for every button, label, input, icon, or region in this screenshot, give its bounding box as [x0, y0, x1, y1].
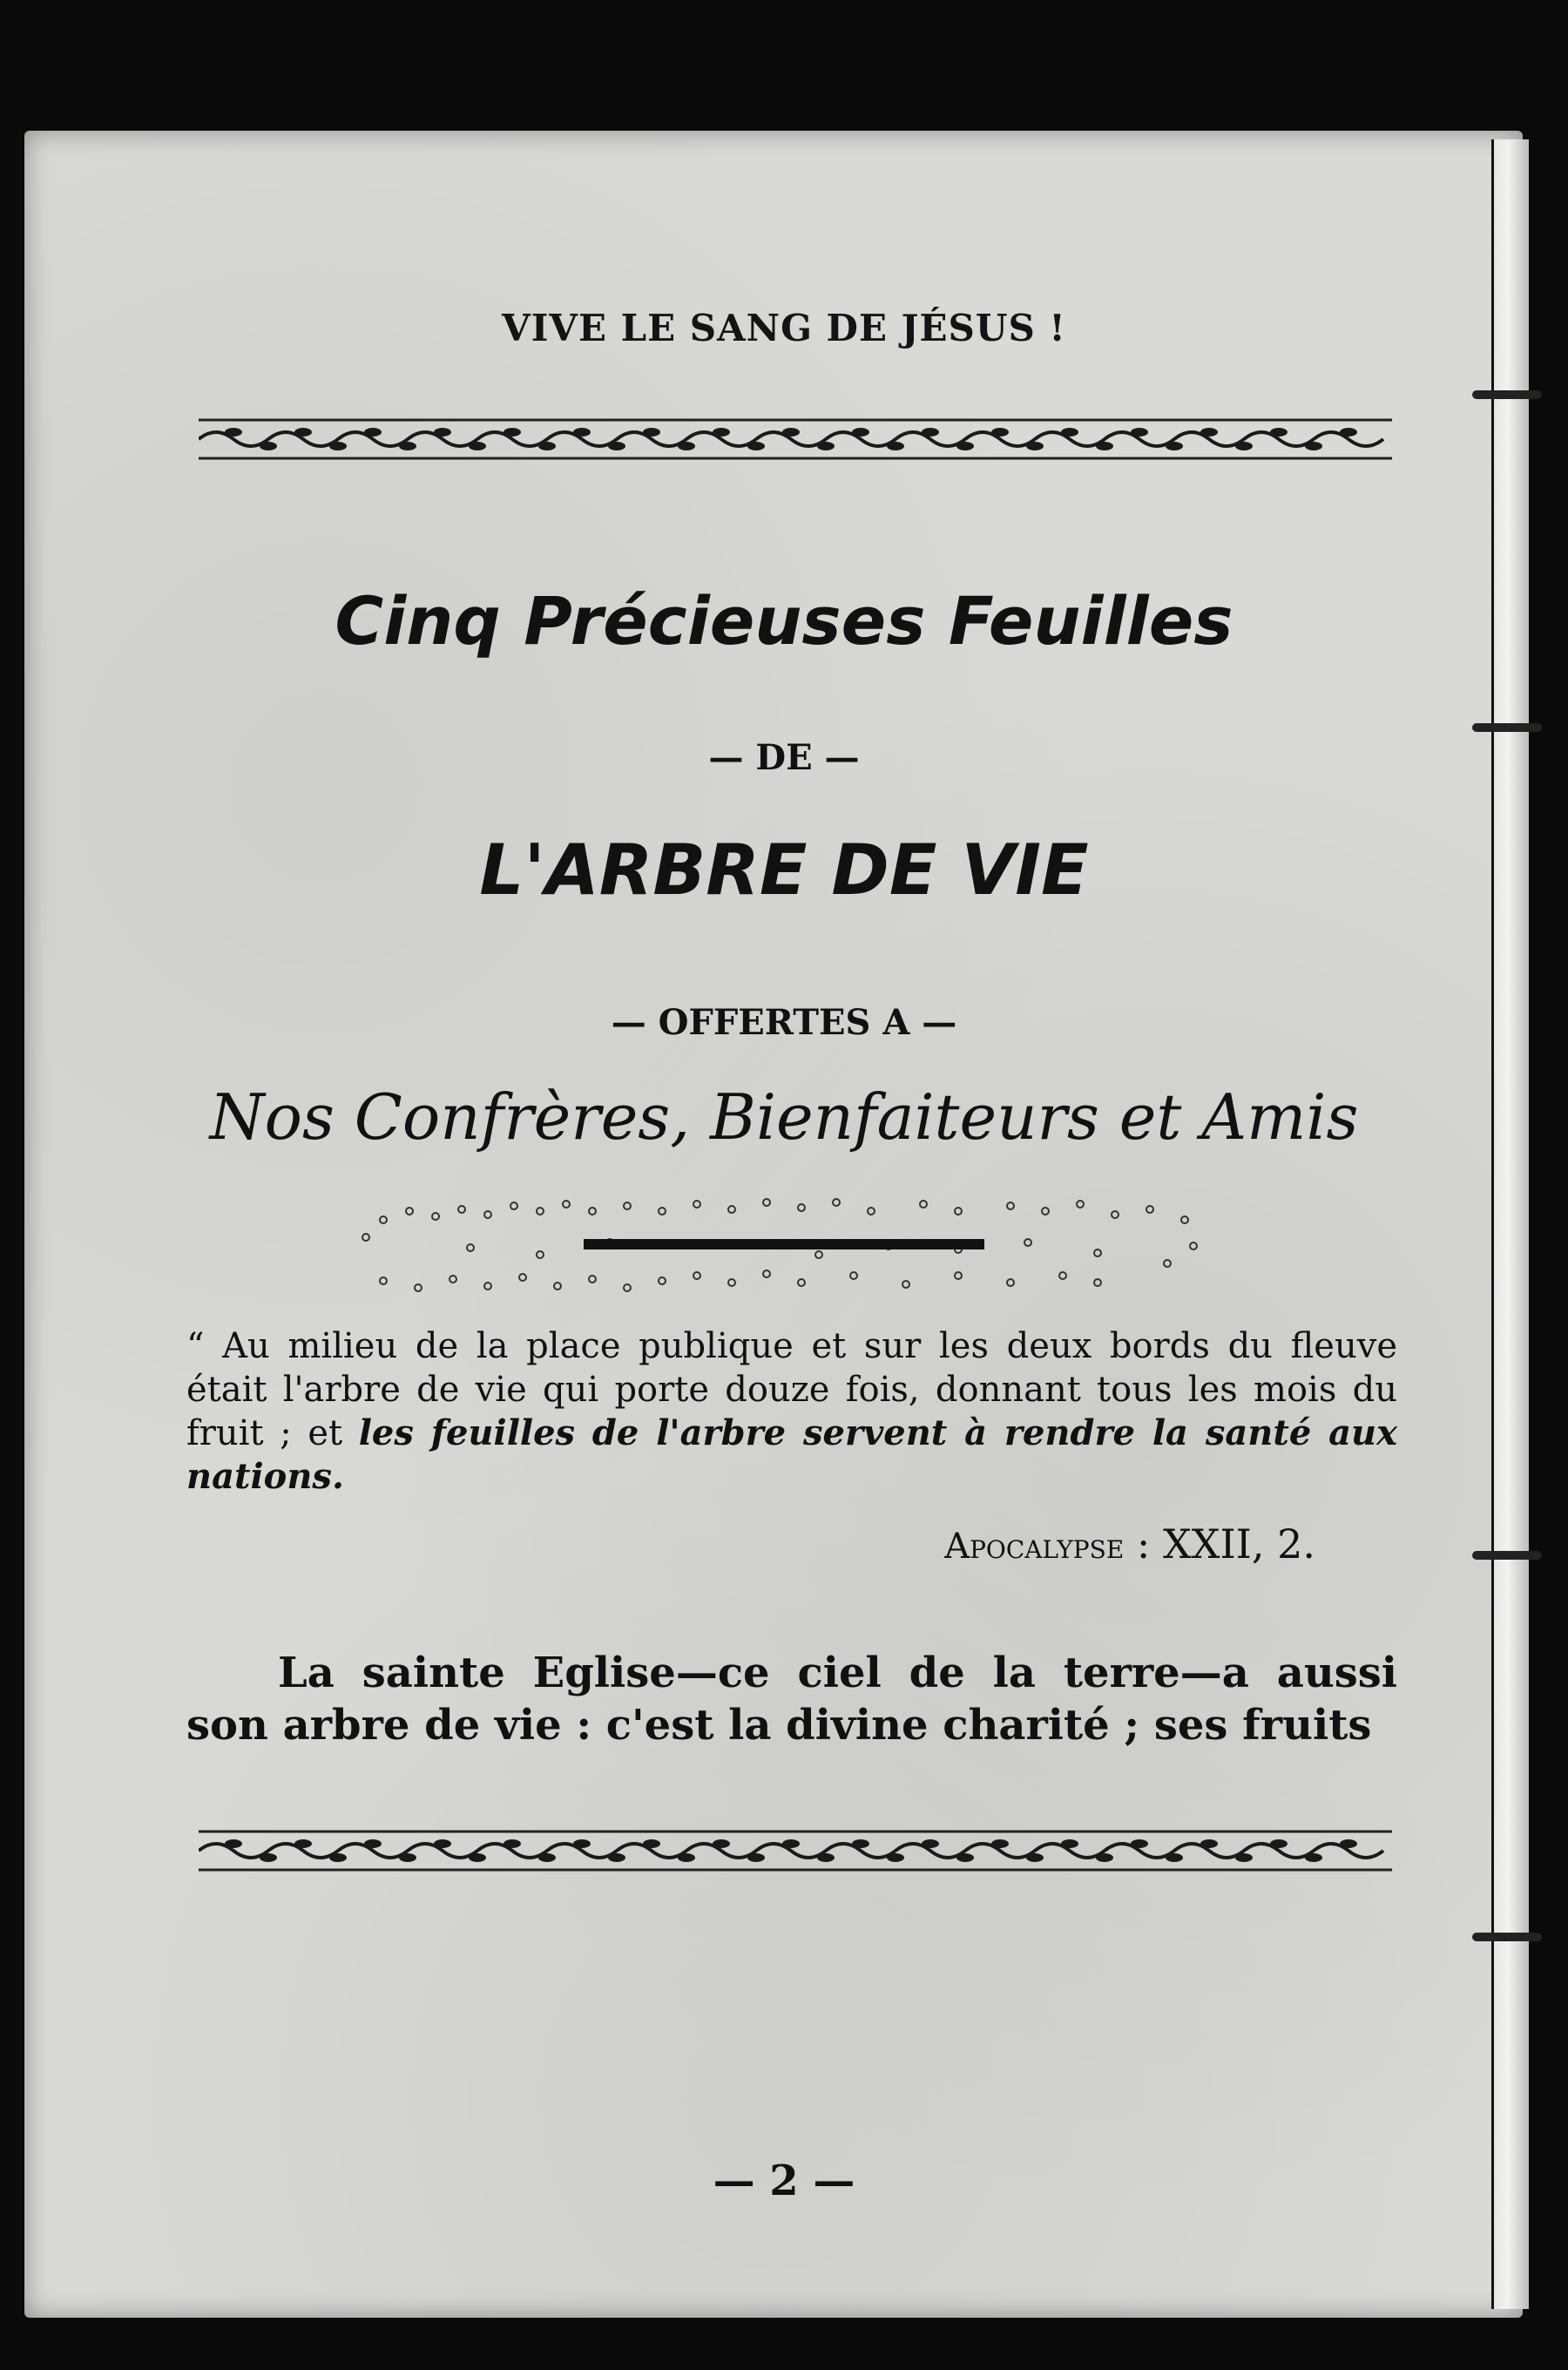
- dedication-line: Nos Confrères, Bienfaiteurs et Amis: [209, 1080, 1359, 1154]
- citation-book: Apocalypse: [944, 1527, 1125, 1567]
- binding-stitch: [1472, 1933, 1542, 1941]
- title-cinq-precieuses-feuilles: Cinq Précieuses Feuilles: [335, 582, 1233, 660]
- dotted-ornament: [331, 1185, 1237, 1316]
- binding-stitch: [1472, 390, 1542, 399]
- quote-italic-text: les feuilles de l'arbre servent à rendre la santé aux nations.: [186, 1412, 1397, 1497]
- title-offertes: — OFFERTES A —: [611, 1002, 957, 1043]
- citation-reference: XXII, 2.: [1163, 1520, 1315, 1568]
- running-header: VIVE LE SANG DE JÉSUS !: [502, 307, 1066, 349]
- scripture-quote: [186, 1324, 1397, 1499]
- page-binding: [1491, 139, 1529, 2309]
- quote-text: “ Au milieu de la place publique et sur les deux bords du fleuve était l'arbre de vie qui porte douze fois, donnant tous les mois du fruit ; et: [186, 1326, 1397, 1453]
- citation-separator: :: [1124, 1520, 1164, 1568]
- title-arbre-de-vie: L'ARBRE DE VIE: [479, 830, 1089, 911]
- body-paragraph: [186, 1647, 1397, 1751]
- page-number: — 2 —: [713, 2157, 855, 2205]
- body-text: La sainte Eglise—ce ciel de la terre—a aussi son arbre de vie : c'est la divine charité ; ses fruits: [186, 1649, 1397, 1750]
- top-ornamental-border: [199, 413, 1392, 465]
- bottom-ornamental-border: [199, 1825, 1392, 1877]
- title-de: — DE —: [708, 737, 860, 778]
- binding-stitch: [1472, 723, 1542, 732]
- scripture-citation: [828, 1520, 1315, 1568]
- binding-stitch: [1472, 1551, 1542, 1560]
